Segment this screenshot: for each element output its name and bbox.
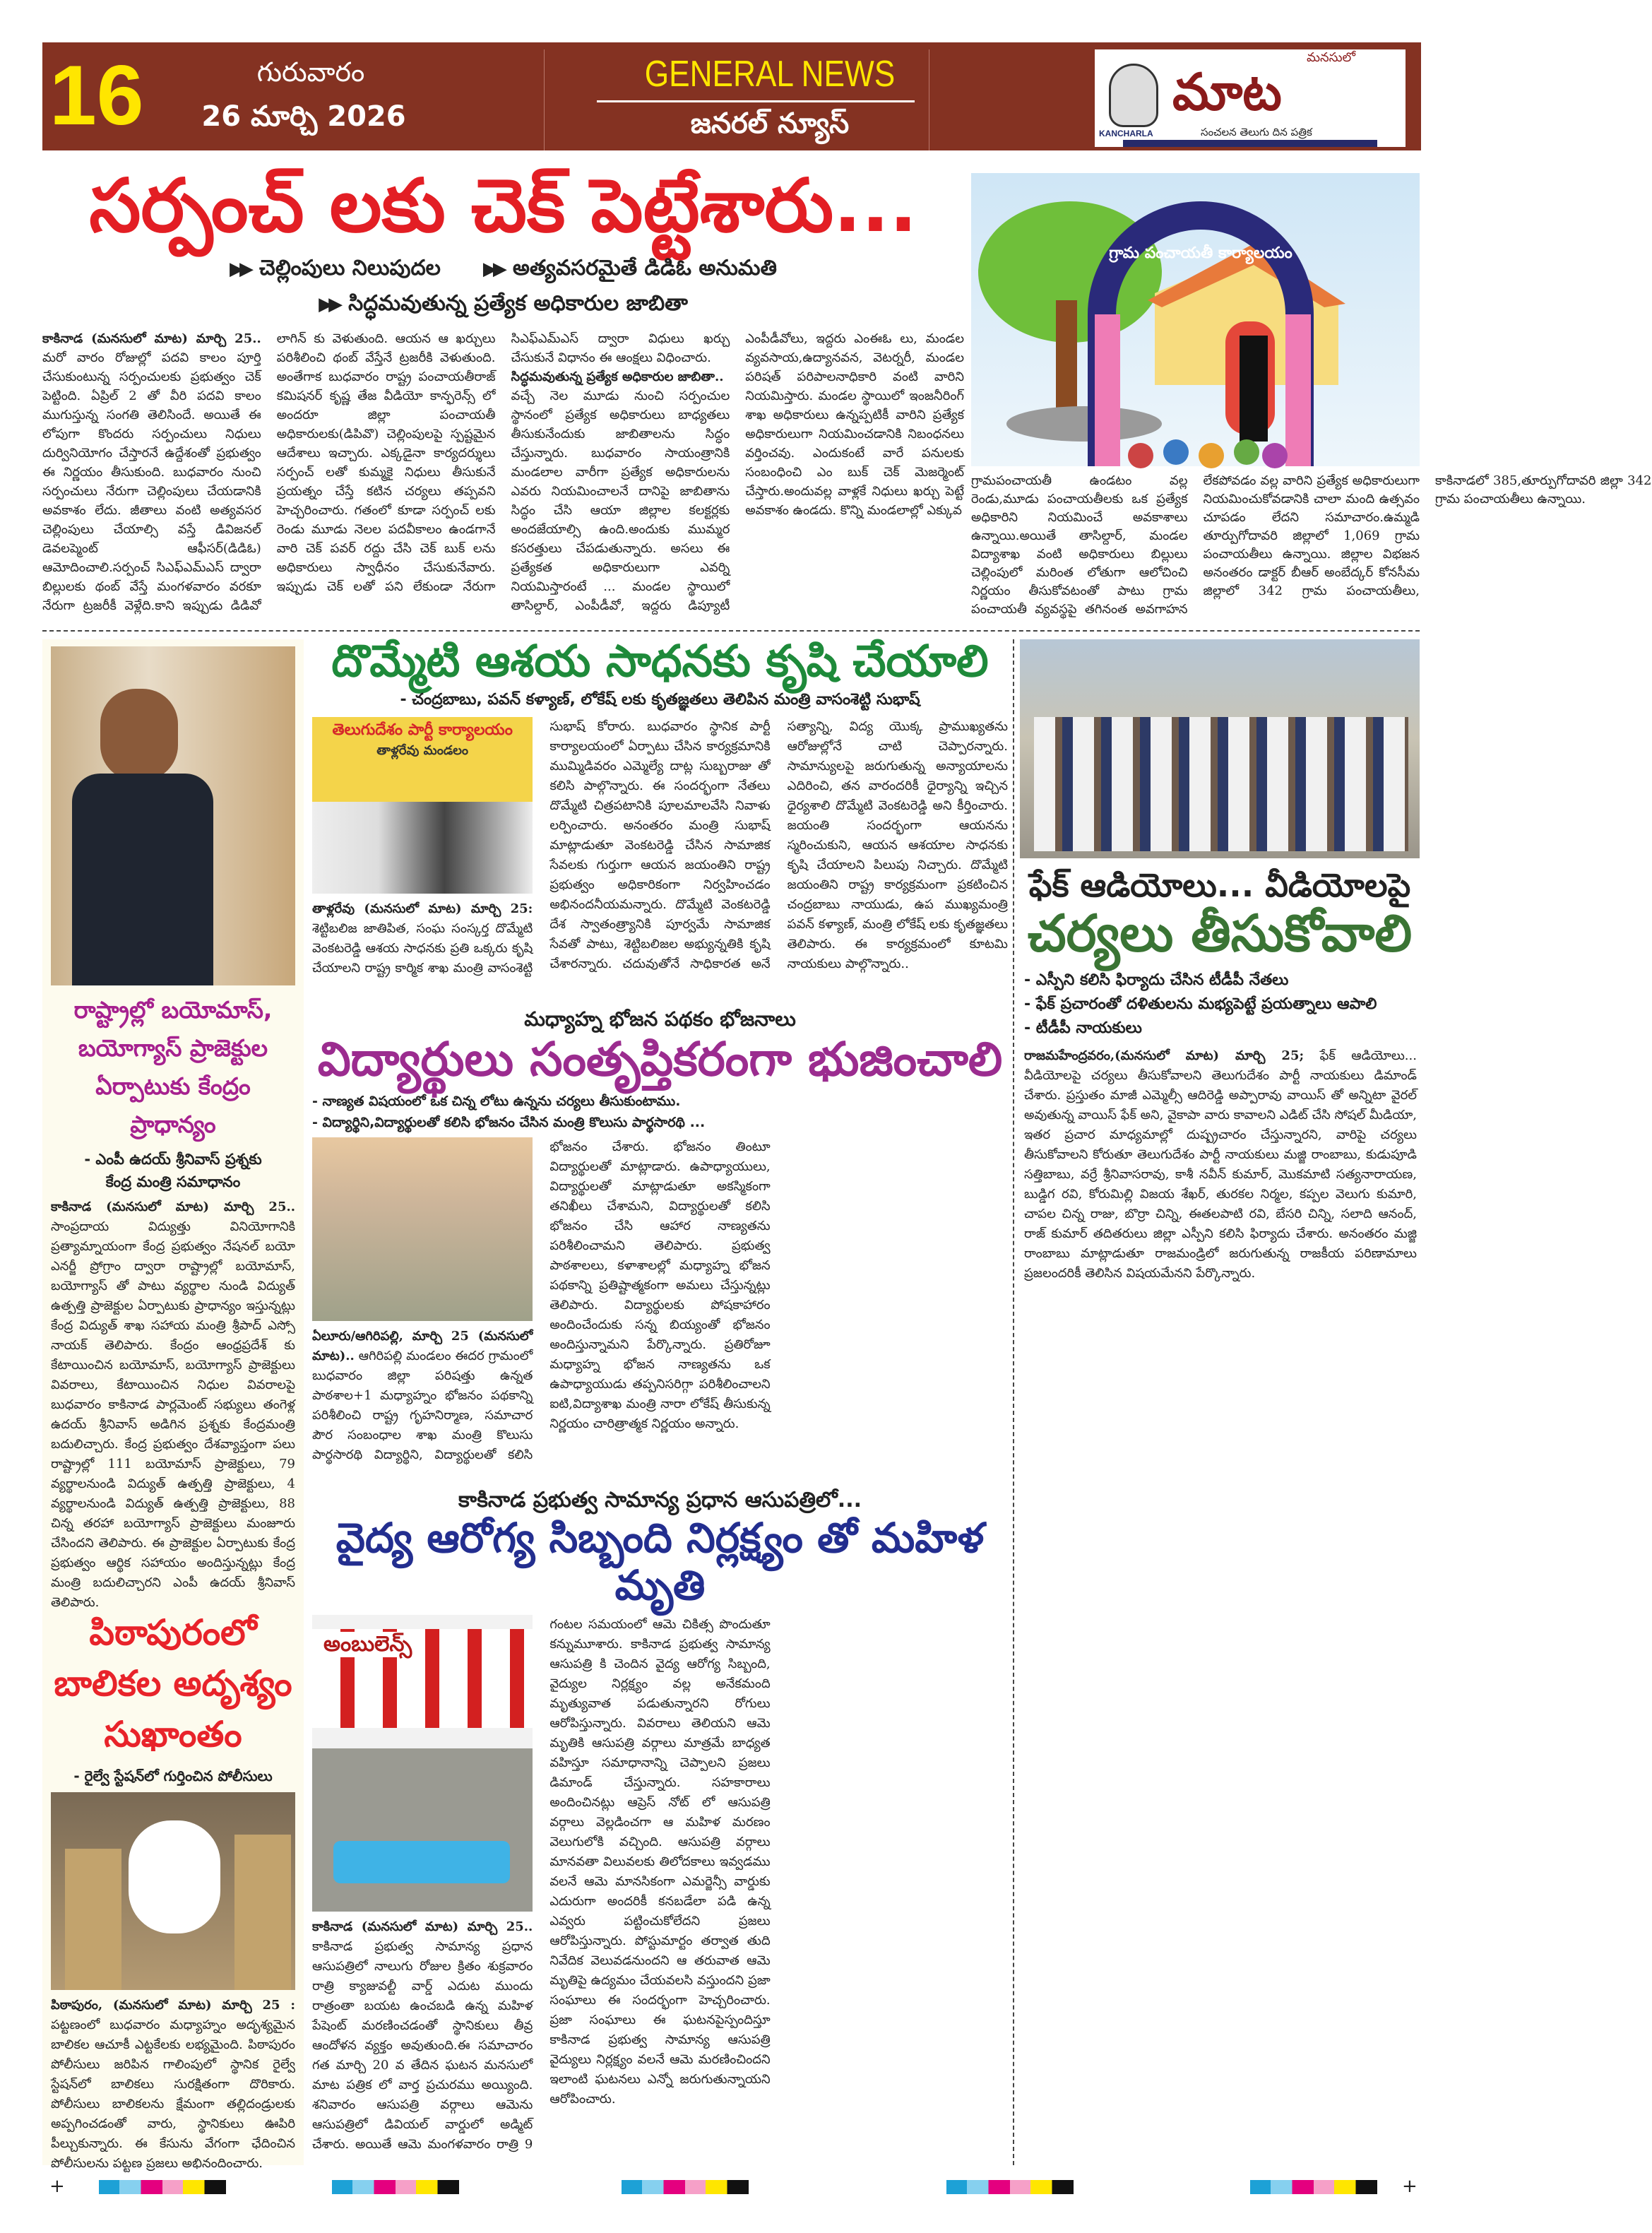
meal-bullet: - విద్యార్థిని,విద్యార్థులతో కలిసి భోజనం చేసిన మంత్రి కొలుసు పార్థసారథి ... xyxy=(312,1115,706,1131)
ambulance-photo xyxy=(312,1615,533,1912)
hospital-kicker: కాకినాడ ప్రభుత్వ సామాన్య ప్రధాన ఆసుపత్రిలో... xyxy=(458,1488,862,1513)
covered-body xyxy=(333,1841,510,1883)
students-photo xyxy=(312,1137,533,1321)
panchayat-illustration xyxy=(971,173,1420,466)
double-arrow-icon: ▶▶ xyxy=(482,258,503,280)
dommeti-body xyxy=(312,717,1008,982)
speech-bubble xyxy=(129,1820,220,1933)
paragraph: సహకారాలు అందించినట్లు ఆప్రెస్ నోట్ లో ఆసుపత్రి వర్గాలు వెల్లడించగా ఆ మహిళ మరణం వెలుగులోకి వచ్చింది. ఆసుపత్రి వర్గాలు మానవతా విలువలకు తిలోదకాలు ఇవ్వడము వలనే ఆమె మానసికంగా ఎమర్జెన్సీ వార్డుకు ఎదురుగా అందరికీ కనబడేలా పడి ఉన్న ఎవ్వరు పట్టించుకోలేదని ప్రజలు ఆరోపిస్తున్నారు. పోస్టుమార్టం తర్వాత తుది నివేదిక వెలువడనుందని ఆ తరువాత ఆమె మృతిపై ఉద్యమం చేయవలసి వస్తుందని ప్రజా సంఘాలు ఈ సందర్భంగా హెచ్చరించారు. ప్రజా సంఘాలు ఈ ఘటనపైస్పందిస్తూ కాకినాడ ప్రభుత్వ సామాన్య ఆసుపత్రి వైద్యులు నిర్లక్ష్యం వలనే ఆమె మరణించిందని ఇలాంటి ఘటనలు ఎన్నో జరుగుతున్నాయని ఆరోపించారు. xyxy=(549,1775,771,2107)
logo-bar xyxy=(1123,140,1377,147)
registration-mark-icon: + xyxy=(49,2176,65,2197)
meal-headline: విద్యార్థులు సంతృప్తికరంగా భుజించాలి xyxy=(317,1032,1003,1087)
color-bar xyxy=(946,2180,1074,2194)
logo-tagline: సంచలన తెలుగు దిన పత్రిక xyxy=(1201,126,1312,138)
pithapuram-headline xyxy=(51,1607,295,1760)
divider xyxy=(42,630,1420,632)
mp-photo xyxy=(51,646,295,985)
color-bar xyxy=(332,2180,459,2194)
dateline: రాజమహేంద్రవరం,(మనసులో మాట) మార్చి 25; xyxy=(1024,1048,1305,1063)
hospital-body xyxy=(312,1615,1008,2165)
paragraph: ఫేక్ ఆడియోలు... వీడియోలపై చర్యలు తీసుకోవాలని తెలుగుదేశం పార్టీ నాయకులు డిమాండ్ చేశారు. ప్రస్తుతం మాజీ ఎమ్మెల్సీ ఆదిరెడ్డి అప్పారావు వాయిస్ తో అన్నిటా వైరల్ అవుతున్న వాయిస్ ఫేక్ అని, వైకాపా వారు కావాలని ఎడిట్ చేసి సోషల్ మీడియా, ఇతర ప్రచార మాధ్యమాల్లో దుష్ప్రచారం చేస్తున్నారని, వారిపై చర్యలు తీసుకోవాలని కోరుతూ తెలుగుదేశం పార్టీ నాయకులు మజ్జి రాంబాబు, కుడుపూడి సత్తిబాబు, వర్రే శ్రీనివాసరావు, కాశీ నవీన్ కుమార్, మొకమాటి సత్యనారాయణ, బుడ్డిగ రవి, కోరుమిల్లి విజయ శేఖర్, తురకల నిర్మల, కప్పల వెలుగు కుమారి, చాపల చిన్న రాజు, బొర్రా చిన్ని, ఈతలపాటి రవి, బేసరి చిన్ని, సలాది ఆనంద్, రాజ్ కుమార్ తదితరులు జిల్లా ఎస్పీని కలిసి ఫిర్యాదు చేశారు. అనంతరం మజ్జి రాంబాబు మాట్లాడుతూ రాజమండ్రిలో జరుగుతున్న రాజకీయ పరిణామాలు ప్రజలందరికీ తెలిసిన విషయమేనని పేర్కొన్నారు. xyxy=(1024,1048,1417,1281)
headline-line: పిఠాపురంలో xyxy=(89,1612,257,1653)
middle-column xyxy=(312,636,1008,2165)
lead-article-body xyxy=(42,329,964,620)
bullet-text: సిద్ధమవుతున్న ప్రత్యేక అధికారుల జాబితా xyxy=(348,290,688,316)
dateline: కాకినాడ (మనసులో మాట) మార్చి 25.. xyxy=(312,1919,533,1934)
section-title-te: జనరల్ న్యూస్ xyxy=(690,107,850,140)
masthead-bar xyxy=(42,42,1421,150)
lead-article-continuation: గ్రామపంచాయతీ ఉండటం వల్ల రెండు,మూడు పంచాయతీలకు ఒక ప్రత్యేక అధికారిని నియమించే అవకాశాలు ఉన్నాయి.అయితే తాసిల్దార్, మండల విద్యాశాఖ వంటి అధికారులు బిల్లులు చెల్లింపులో మరింత లోతుగా ఆలోచించి నిర్ణయం తీసుకోవటంతో పాటు గ్రామ పంచాయతీ వ్యవస్థపై తగినంత అవగాహన లేకపోవడం వల్ల వారిని ప్రత్యేక అధికారులుగా నియమించుకోవడానికి చాలా మంది ఉత్సవం చూపడం లేదని సమాచారం.ఉమ్మడి తూర్పుగోదావరి జిల్లాలో 1,069 గ్రామ పంచాయతీలు ఉన్నాయి. జిల్లాల విభజన అనంతరం డాక్టర్ బీఆర్ అంబేద్కర్ కోనసీమ జిల్లాలో 342 గ్రామ పంచాయతీలు, కాకినాడలో 385,తూర్పుగోదావరి జిల్లా 342 గ్రామ పంచాయతీలు ఉన్నాయి. xyxy=(971,473,1652,617)
paragraph: కాకినాడ ప్రభుత్వ సామాన్య ప్రధాన ఆసుపత్రిలో నాలుగు రోజుల క్రితం శుక్రవారం రాత్రి క్యాజువల్టీ వార్డ్ ఎదుట ముందు రాత్రంతా బయట ఉంచబడి ఉన్న మహిళ పేషెంట్ మరణించడంతో స్థానికులు తీవ్ర ఆందోళన వ్యక్తం అవుతుంది.ఈ సమాచారం గత మార్చి 20 వ తేదిన ఘటన మనసులో మాట పత్రిక లో వార్త ప్రచురము అయ్యింది. శనివారం ఆసుపత్రి వర్గాలు ఆమెను ఆసుపత్రిలో డివియల్ వార్డులో అడ్మిట్ చేశారు. అయితే ఆమె మంగళవారం రాత్రి 9 గంటల సమయంలో ఆమె చికిత్స పొందుతూ కన్నుమూశారు. కాకినాడ ప్రభుత్వ సామాన్య ఆసుపత్రి కి చెందిన వైద్య ఆరోగ్య సిబ్బంది, వైద్యుల నిర్లక్ష్యం వల్ల అనేకమంది మృత్యువాత పడుతున్నారని రోగులు ఆరోపిస్తున్నారు. వివరాలు తెలియని ఆమె మృతికి ఆసుపత్రి వర్గాలు మాత్రమే బాధ్యత వహిస్తూ సమాధానాన్ని చెప్పాలని ప్రజలు డిమాండ్ చేస్తున్నారు. xyxy=(312,1616,771,2152)
ambulance-label: అంబులెన్స్ xyxy=(321,1632,415,1657)
meal-body xyxy=(312,1137,1008,1469)
logo-top: మనసులో xyxy=(1307,50,1356,65)
photo-banner-text: తాళ్లరేవు మండలం xyxy=(376,743,469,759)
divider xyxy=(597,100,915,102)
meal-bullet: - నాణ్యత విషయంలో ఒక చిన్న లోటు ఉన్నను చర్యలు తీసుకుంటాము. xyxy=(312,1094,681,1110)
subline: - ఎంపీ ఉదయ్ శ్రీనివాస్ ప్రశ్నకు xyxy=(84,1151,262,1168)
bullet: - ఎస్పీని కలిసి ఫిర్యాదు చేసిన టీడీపీ నేతలు xyxy=(1024,971,1289,989)
lead-headline: సర్పంచ్ లకు చెక్ పెట్టేశారు... xyxy=(89,162,917,249)
headline-line: బాలికల అదృశ్యం xyxy=(54,1663,292,1704)
paragraph: వచ్చే నెల మూడు నుంచి సర్పంచుల స్థానంలో ప్రత్యేక అధికారులు బాధ్యతలు తీసుకునేందుకు జాబితాలను సిద్ధం చేస్తున్నారు. బుధవారం సాయంత్రానికి మండలాల వారీగా ప్రత్యేక అధికారులను ఎవరు నియమించాలనే దానిపై జాబితాను సిద్ధం చేసి ఆయా జిల్లాల కలక్టర్లకు అందజేయాల్సి ఉంది.అందుకు ముమ్మర కసరత్తులు చేపడుతున్నారు. అసలు ఈ ప్రత్యేకత అధికారులుగా ఎవర్ని నియమిస్తారంటే ... మండల స్థాయిలో తాసిల్దార్, ఎంపీడీవో, ఇద్దరు డిప్యూటీ ఎంపీడీవోలు, ఇద్దరు ఎంఈఓ లు, మండల వ్యవసాయ,ఉద్యానవన, వెటర్నరీ, మండల పరిషత్ పరిపాలనాధికారి వంటి వారిని నియమిస్తారు. మండల స్థాయిలో ఇంజనీరింగ్ శాఖ అధికారులు ఉన్నప్పటికీ వారిని ప్రత్యేక అధికారులుగా నియమించడానికి నిబంధనలు వర్తించవు. ఎందుకంటే వారే పనులకు సంబంధించి ఎం బుక్ చెక్ మెజర్మెంట్ చేస్తారు.అందువల్ల వాళ్లకే నిధులు ఖర్చు పెట్టే అవకాశం ఉండదు. కొన్ని మండలాల్లో ఎక్కువ xyxy=(511,331,964,613)
fake-bullets xyxy=(1024,969,1420,1041)
meal-bullets xyxy=(312,1091,1008,1133)
left-column xyxy=(42,639,304,2171)
founder-portrait-icon xyxy=(1109,64,1158,127)
fake-headline-2: చర్యలు తీసుకోవాలి xyxy=(1027,903,1413,963)
right-column xyxy=(1020,639,1420,2165)
lead-article xyxy=(42,164,964,620)
pithapuram-subline: - రైల్వే స్టేషన్‌లో గుర్తించిన పోలీసులు xyxy=(73,1767,273,1784)
paragraph: సాంప్రదాయ విద్యుత్తు వినియోగానికి ప్రత్యామ్నాయంగా కేంద్ర ప్రభుత్వం నేషనల్ బయో ఎనర్జీ ప్రోగ్రాం ద్వారా రాష్ట్రాల్లో బయోమాస్, బయోగ్యాస్ తో పాటు వ్యర్థాల నుండి విద్యుత్ ఉత్పత్తి ప్రాజెక్టుల ఏర్పాటుకు ప్రాధాన్యం ఇస్తున్నట్లు కేంద్ర విద్యుత్ శాఖ సహాయ మంత్రి శ్రీపాద్ ఎస్సో నాయక్ తెలిపారు. కేంద్రం ఆంధ్రప్రదేశ్ కు కేటాయించిన బయోమాస్, బయోగ్యాస్ ప్రాజెక్టులు వివరాలు, కేటాయించిన నిధుల వివరాలపై బుధవారం కాకినాడ పార్లమెంట్ సభ్యులు తంగెళ్ల ఉదయ్ శ్రీనివాస్ అడిగిన ప్రశ్నకు కేంద్రమంత్రి బదులిచ్చారు. కేంద్ర ప్రభుత్వం దేశవ్యాప్తంగా పలు రాష్ట్రాల్లో 111 బయోమాస్ ప్రాజెక్టులు, 79 వ్యర్థాలనుండి విద్యుత్ ఉత్పత్తి ప్రాజెక్టులు, 4 వ్యర్థాలనుండి విద్యుత్ ఉత్పత్తి ప్రాజెక్టులు, 88 చిన్న తరహా బయోగ్యాస్ ప్రాజెక్టులు మంజూరు చేసిందని తెలిపారు. ఈ ప్రాజెక్టుల ఏర్పాటుకు కేంద్ర ప్రభుత్వం ఆర్థిక సహాయం అందిస్తున్నట్లు కేంద్ర మంత్రి బదులిచ్చారని ఎంపీ ఉదయ్ శ్రీనివాస్ తెలిపారు. xyxy=(51,1219,295,1610)
headline-line: రాష్ట్రాల్లో బయోమాస్, xyxy=(73,996,273,1024)
dateline: తాళ్లరేవు (మనసులో మాట) మార్చి 25: xyxy=(312,901,533,917)
paragraph: పట్టణంలో బుధవారం మధ్యాహ్నం అదృశ్యమైన బాలికల ఆచూకీ ఎట్టకేలకు లభ్యమైంది. పిఠాపురం పోలీసులు జరిపిన గాలింపులో స్థానిక రైల్వే స్టేషన్‌లో బాలికలు సురక్షితంగా దొరికారు. పోలీసులు బాలికలను క్షేమంగా తల్లిదండ్రులకు అప్పగించడంతో వారు, స్థానికులు ఊపిరి పీల్చుకున్నారు. ఈ కేసును వేగంగా ఛేదించిన పోలీసులను పట్టణ ప్రజలు అభినందించారు. xyxy=(51,2018,295,2171)
section-title-en: GENERAL NEWS xyxy=(644,54,896,95)
headline-line: సుఖాంతం xyxy=(104,1714,242,1755)
fake-headline-1: ఫేక్ ఆడియోలు... వీడియోలపై xyxy=(1028,866,1411,904)
dateline: పిఠాపురం, (మనసులో మాట) మార్చి 25 : xyxy=(51,1998,295,2013)
hospital-headline: వైద్య ఆరోగ్య సిబ్బంది నిర్లక్ష్యం తో మహిళ మృతి xyxy=(335,1514,985,1609)
double-arrow-icon: ▶▶ xyxy=(230,258,250,280)
bullet: - ఫేక్ ప్రచారంతో దళితులను మభ్యపెట్టే ప్రయత్నాలు ఆపాలి xyxy=(1024,995,1377,1013)
dateline: కాకినాడ (మనసులో మాట) మార్చి 25.. xyxy=(42,331,261,346)
paragraph: మరో వారం రోజుల్లో పదవి కాలం పూర్తి చేసుకుంటున్న సర్పంచులకు ప్రభుత్వం చెక్ పెట్టింది. ఏప్రిల్ 2 తో వీరి పదవి కాలం ముగుస్తున్న సంగతి తెలిసిందే. అయితే ఈ లోపుగా కొందరు సర్పంచులు నిధులు దుర్వినియోగం చేస్తారనే ఉద్దేశంతో ప్రభుత్వం ఈ నిర్ణయం తీసుకుంది. బుధవారం నుంచి సర్పంచులు నేరుగా చెల్లింపులు చేయడానికి అవకాశం లేదు. జీతాలు వంటి అత్యవసర చెల్లింపులు చేయాల్సి వస్తే డివిజనల్ డెవలప్మెంట్ ఆఫీసర్(డిడిఓ) ఆమోదించాలి.సర్పంచ్ సిఎఫ్ఎమ్ఎస్ ద్వారా బిల్లులకు థంబ్ వేస్తే మంగళవారం వరకూ నేరుగా ట్రజరీకీ వెళ్లేది.కాని ఇప్పుడు డిడివో లాగిన్ కు వెళుతుంది. ఆయన ఆ ఖర్చులు పరిశీలించి థంబ్ వేస్తేనే ట్రజరీకి వెళుతుంది. అంతేగాక బుధవారం రాష్ట్ర పంచాయతీరాజ్ కమిషనర్ కృష్ణ తేజ వీడియో కాన్ఫరెన్స్ లో అందరూ జిల్లా పంచాయతీ అధికారులకు(డిపివొ) చెల్లింపులపై స్పష్టమైన ఆదేశాలు ఇచ్చారు. ఎక్కడైనా కార్యదర్శులు సర్పంచ్ లతో కుమ్మకై నిధులు తీసుకునే ప్రయత్నం చేస్తే కటిన చర్యలు తప్పవని హెచ్చరించారు. గతంలో కూడా సర్పంచ్ లకు రెండు మూడు నెలల పదవీకాలం ఉండగానే వారి చెక్ పవర్ రద్దు చేసి చెక్ బుక్ లను అధికారులు స్వాధీనం చేసుకునేవారు. ఇప్పుడు చెక్ లతో పని లేకుండా నేరుగా సిఎఫ్ఎమ్ఎస్ ద్వారా విధులు ఖర్చు చేసుకునే విధానం ఈ ఆంక్షలు విధించారు. xyxy=(42,331,730,613)
day-label: గురువారం xyxy=(256,57,365,88)
dateline: కాకినాడ (మనసులో మాట) మార్చి 25.. xyxy=(51,1200,295,1214)
lead-bullet xyxy=(230,256,441,285)
dateline: ఏలూరు/ఆగిరిపల్లి, మార్చి 25 (మనసులో మాట).. xyxy=(312,1329,533,1364)
headline-line: ఏర్పాటుకు కేంద్రం ప్రాధాన్యం xyxy=(95,1072,251,1138)
subline: కేంద్ర మంత్రి సమాధానం xyxy=(105,1173,241,1190)
bullet-text: అత్యవసరమైతే డిడిఓ అనుమతి xyxy=(512,255,777,280)
lead-bullets xyxy=(42,256,964,321)
arch-text: గ్రామ పంచాయతీ కార్యాలయం xyxy=(1109,244,1293,262)
biomass-headline xyxy=(51,991,295,1144)
newspaper-logo xyxy=(1095,49,1406,147)
subhead: సిద్ధమవుతున్న ప్రత్యేక అధికారుల జాబితా.. xyxy=(511,369,724,384)
dommeti-headline: దొమ్మేటి ఆశయ సాధనకు కృషి చేయాలి xyxy=(331,635,989,687)
divider xyxy=(544,49,545,150)
color-bar xyxy=(622,2180,749,2194)
tdp-leaders-photo xyxy=(1020,639,1420,858)
bullet: - టీడీపీ నాయకులు xyxy=(1024,1019,1142,1037)
headline-line: బయోగ్యాస్ ప్రాజెక్టుల xyxy=(78,1034,268,1062)
logo-name: మాట xyxy=(1172,61,1282,122)
tdp-meeting-photo xyxy=(312,717,533,894)
fake-body xyxy=(1020,1046,1420,2165)
divider xyxy=(1013,639,1014,2165)
photo-banner-text: తెలుగుదేశం పార్టీ కార్యాలయం xyxy=(332,721,513,740)
logo-brand: KANCHARLA xyxy=(1099,129,1153,138)
date-label: 26 మార్చి 2026 xyxy=(201,100,406,133)
pithapuram-body xyxy=(51,1996,295,2171)
color-bar xyxy=(99,2180,226,2194)
lead-bullet xyxy=(483,256,777,285)
color-bar xyxy=(1250,2180,1377,2194)
paragraph: శెట్టిబలిజ జాతిపిత, సంఘ సంస్కర్త దొమ్మేటి వెంకటరెడ్డి ఆశయ సాధనకు ప్రతి ఒక్కరు కృషి చేయాలని రాష్ట్ర కార్మిక శాఖ మంత్రి వాసంశెట్టి సుభాష్ కోరారు. బుధవారం స్థానిక పార్టీ కార్యాలయంలో ఏర్పాటు చేసిన కార్యక్రమానికి ముమ్మిడివరం ఎమ్మెల్యే దాట్ల సుబ్బరాజు తో కలిసి పాల్గొన్నారు. ఈ సందర్భంగా నేతలు దొమ్మేటి చిత్రపటానికి పూలమాలవేసి నివాళు లర్పించారు. అనంతరం మంత్రి సుభాష్ మాట్లాడుతూ వెంకటరెడ్డి చేసిన సామాజిక సేవలకు గుర్తుగా ఆయన జయంతిని రాష్ట్ర ప్రభుత్వం అధికారికంగా నిర్వహించడం అభినందనీయమన్నారు. దొమ్మేటి వెంకటరెడ్డి దేశ స్వాతంత్ర్యానికి పూర్వమే సామాజిక సేవతో పాటు, శెట్టిబలిజల అభ్యున్నతికి కృషి చేశారన్నారు. చదువుతోనే సాధికారత అనే సత్యాన్ని, విద్య యొక్క ప్రాముఖ్యతను ఆరోజుల్లోనే చాటి చెప్పారన్నారు. సామాన్యులపై జరుగుతున్న అన్యాయాలను ఎదిరించి, తన వారందరికీ ధైర్యాన్ని ఇచ్చిన ధైర్యశాలి దొమ్మేటి వెంకటరెడ్డి అని కీర్తించారు. జయంతి సందర్భంగా ఆయనను స్మరించుకుని, ఆయన ఆశయాల సాధనకు కృషి చేయాలని పిలుపు నిచ్చారు. దొమ్మేటి జయంతిని రాష్ట్ర కార్యక్రమంగా ప్రకటించిన చంద్రబాబు నాయుడు, ఉప ముఖ్యమంత్రి పవన్ కళ్యాణ్, మంత్రి లోకేష్ లకు కృతజ్ఞతలు తెలిపారు. ఈ కార్యక్రమంలో కూటమి నాయకులు పాల్గొన్నారు.. xyxy=(312,719,1008,976)
dommeti-subline: - చంద్రబాబు, పవన్ కళ్యాణ్, లోకేష్ లకు కృతజ్ఞతలు తెలిపిన మంత్రి వాసంశెట్టి సుభాష్ xyxy=(400,691,920,709)
biomass-body xyxy=(51,1197,295,1610)
paragraph: ఆగిరిపల్లి మండలం ఈదర గ్రామంలో బుధవారం జిల్లా పరిషత్తు ఉన్నత పాఠశాల+1 మధ్యాహ్నం భోజనం పథకాన్ని పరిశీలించి రాష్ట్ర గృహనిర్మాణ, సమాచార పౌర సంబంధాల శాఖ మంత్రి కొలుసు పార్థసారథి విద్యార్థిని, విద్యార్థులతో కలిసి భోజనం చేశారు. భోజనం తింటూ విద్యార్థులతో మాట్లాడారు. ఉపాధ్యాయులు, విద్యార్థులతో మాట్లాడుతూ అకస్మికంగా తనిఖీలు చేశామని, విద్యార్థులతో కలిసి భోజనం చేసి ఆహార నాణ్యతను పరిశీలించామని తెలిపారు. ప్రభుత్వ పాఠశాలలు, కళాశాలల్లో మధ్యాహ్న భోజన పథకాన్ని ప్రతిష్టాత్మకంగా అమలు చేస్తున్నట్లు తెలిపారు. విద్యార్థులకు పోషకాహారం అందించేందుకు సన్న బియ్యంతో భోజనం అందిస్తున్నామని పేర్కొన్నారు. ప్రతిరోజూ మధ్యాహ్న భోజన నాణ్యతను ఒక ఉపాధ్యాయుడు తప్పనిసరిగ్గా పరిశీలించాలని ఐటి,విద్యాశాఖ మంత్రి నారా లోకేష్ తీసుకున్న నిర్ణయం చారిత్రాత్మక నిర్ణయం అన్నారు. xyxy=(312,1139,771,1463)
lead-bullet xyxy=(319,291,688,321)
registration-mark-icon: + xyxy=(1402,2176,1418,2197)
meal-kicker: మధ్యాహ్న భోజన పథకం భోజనాలు xyxy=(524,1007,796,1031)
police-photo xyxy=(51,1792,295,1990)
biomass-subline xyxy=(51,1148,295,1193)
double-arrow-icon: ▶▶ xyxy=(319,293,339,315)
page-number: 16 xyxy=(49,48,144,143)
bullet-text: చెల్లింపులు నిలుపుదల xyxy=(259,255,441,280)
